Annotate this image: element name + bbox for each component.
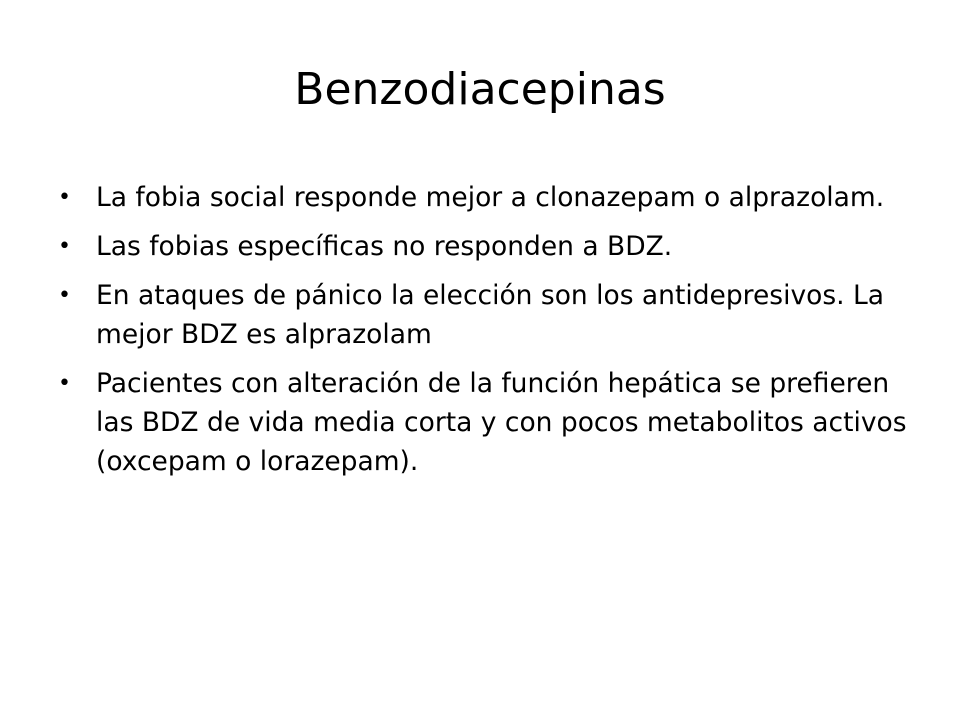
bullet-item xyxy=(52,227,912,266)
bullet-icon: • xyxy=(58,234,71,259)
bullet-item xyxy=(52,364,912,481)
bullet-item xyxy=(52,276,912,354)
bullet-item xyxy=(52,178,912,217)
bullet-text: Las fobias específicas no responden a BDZ. xyxy=(96,231,673,262)
bullet-icon: • xyxy=(58,371,71,396)
bullet-text: La fobia social responde mejor a clonazepam o alprazolam. xyxy=(96,182,885,213)
bullet-text: Pacientes con alteración de la función hepática se prefieren las BDZ de vida media corta y con pocos metabolitos activos (oxcepam o lorazepam). xyxy=(96,368,907,477)
bullet-text: En ataques de pánico la elección son los antidepresivos. La mejor BDZ es alprazolam xyxy=(96,280,884,350)
slide-title: Benzodiacepinas xyxy=(294,64,666,115)
bullet-icon: • xyxy=(58,283,71,308)
bullet-list xyxy=(52,178,912,491)
bullet-icon: • xyxy=(58,185,71,210)
